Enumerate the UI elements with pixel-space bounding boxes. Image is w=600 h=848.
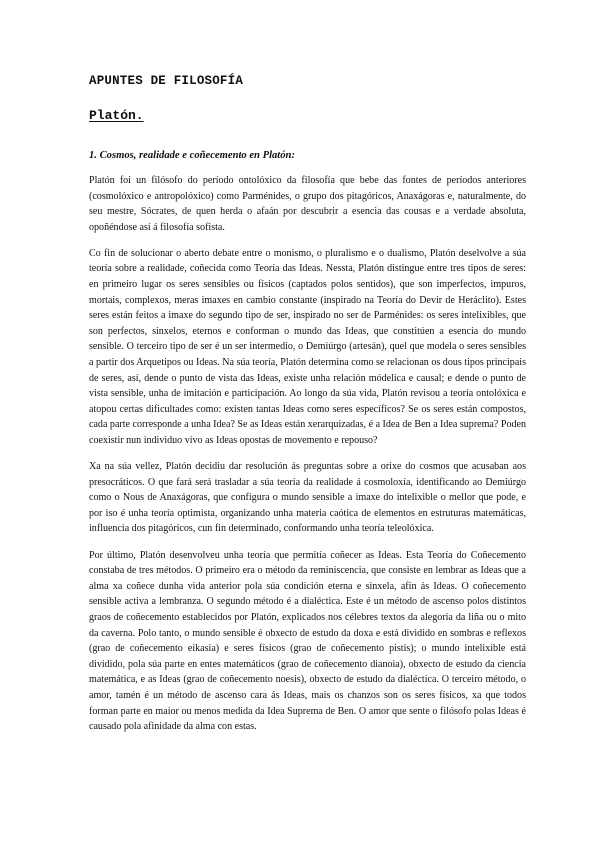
section-heading: 1. Cosmos, realidade e coñecemento en Platón: xyxy=(89,150,295,161)
paragraph-theory-of-ideas: Co fin de solucionar o aberto debate entre o monismo, o pluralismo e o dualismo, Platón deselvolve a súa teoría sobre a realidade, coñecida como Teoría das Ideas. Nessta, Platón distingue entre tres tipos de seres: en primeiro lugar os seres sensibles ou físicos (captados polos sentidos), que son imperfectos, impuros, mortais, complexos, meras imaxes en cambio constante (inspirado na Teoría do Devir de Heráclito). Estes seres están feitos a imaxe do segundo tipo de ser, inspirado no ser de Parménides: os seres intelixibles, que son perfectos, sinxelos, eternos e conforman o mundo das Ideas, que constitúen a esencia do mundo sensible. O terceiro tipo de ser é un ser intermedio, o Demiúrgo (artesán), quel que modela o seres sensibles a partir dos Arquetipos ou Ideas. Na súa teoría, Platón determina como se relacionan os dous tipos principais de seres, así, dende o punto de vista das Ideas, existe unha relación módelica e causal; e dende o punto de vista sensible, unha de imitación e participación. Ao longo da súa vida, Platón revisou a teoría ontolóxica e atopou certas dificultades como: existen tantas Ideas como seres específicos? Se os seres están compostos, cada parte corresponde a unha Idea? Se as Ideas están xerarquizadas, é a Idea de Ben a Idea suprema? Poden coexistir nun individuo vivo as Ideas opostas de movemento e repouso? xyxy=(89,247,526,446)
paragraph-cosmology: Xa na súa vellez, Platón decidiu dar resolución ás preguntas sobre a orixe do cosmos que acusaban aos presocráticos. O que fará será trasladar a súa teoría da realidade á cosmoloxía, identificando ao Demiúrgo como o Nous de Anaxágoras, que configura o mundo sensible a imaxe do intelixible o mellor que pode, e por iso é unha teoría optimista, organizando unha materia caótica de elementos en estruturas matemáticas, influencia dos pitagóricos, cun fin determinado, conformando unha teoría teleolóxica. xyxy=(89,461,526,535)
author-heading: Platón. xyxy=(89,108,144,123)
document-title: APUNTES DE FILOSOFÍA xyxy=(89,74,244,88)
paragraph-theory-of-knowledge: Por último, Platón desenvolveu unha teoría que permitía coñecer as Ideas. Esta Teoría do Coñecemento constaba de tres métodos. O primeiro era o método da reminiscencia, que consiste en lembrar as Ideas que a alma xa coñece dunha vida anterior pola súa condición eterna e sinxela, afín ás Ideas. O coñecemento sensible activa a lembranza. O segundo método é a dialéctica. Este é un método de ascenso polos distintos graos de coñecemento establecidos por Platón, explicados nos célebres textos da alegoría da liña ou o mito da caverna. Polo tanto, o mundo sensible é obxecto de estudo da doxa e está dividido en sombras e reflexos (grao de coñecemento eikasia) e seres físicos (grao de coñecemento pistis); o mundo intelixible está dividido, pola súa parte en entes matemáticos (grao de coñecemento dianoia), obxecto de estudo da ciencia matemática, e as Ideas (grao de coñecemento noesis), obxecto de estudo da dialéctica. O terceiro método, o amor, tamén é un método de ascenso cara ás Ideas, mais os chanzos son os seres físicos, xa que todos forman parte en maior ou menos medida da Idea Suprema de Ben. O amor que sente o filósofo polas Ideas é causado pola afinidade da alma con estas. xyxy=(89,549,526,733)
paragraph-intro: Platón foi un filósofo do período ontolóxico da filosofía que bebe das fontes de períodos anteriores (cosmolóxico e antropolóxico) como Parménides, o grupo dos pitagóricos, Anaxágoras e, naturalmente, do seu mestre, Sócrates, de quen herda o afaán por descubrir a esencia das cousas e a verdade absoluta, opoñéndose así á filosofía sofista. xyxy=(89,175,526,233)
